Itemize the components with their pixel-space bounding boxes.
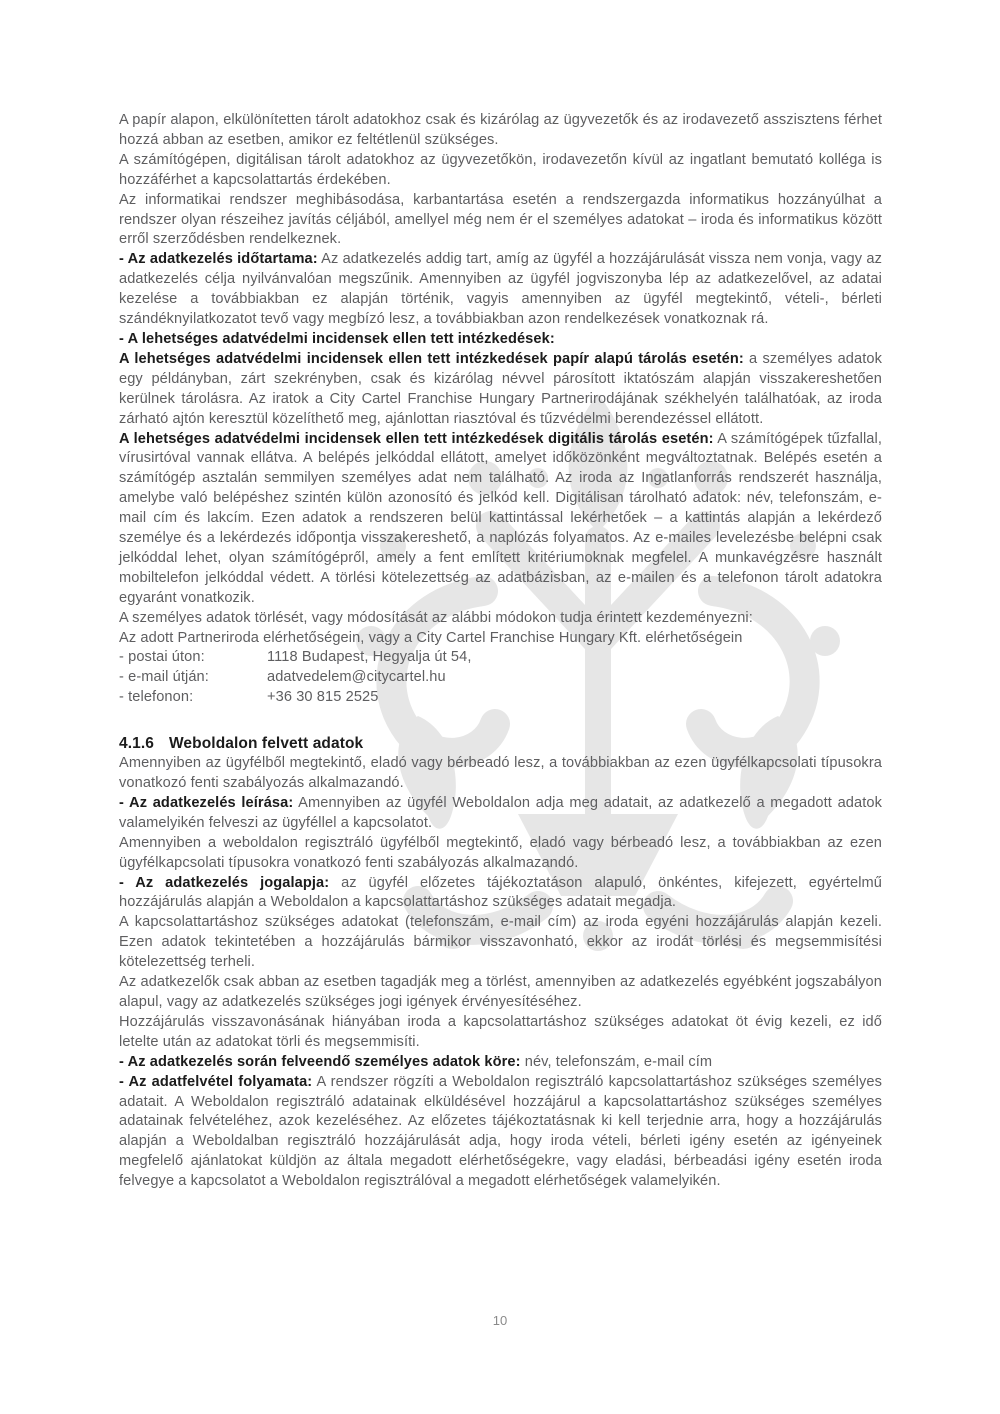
paragraph-website-registered [119, 834, 882, 874]
paragraph-text: Az informatikai rendszer meghibásodása, karbantartása esetén a rendszergazda informatikus hozzányúlhat a rendszer olyan részeihez javítás céljából, amellyel még nem ér el személyes adatokat – iroda és informatikus között erről szerződésben rendelkeznek. [119, 191, 882, 248]
paragraph-lead: - A lehetséges adatvédelmi incidensek ellen tett intézkedések: [119, 330, 555, 347]
paragraph-it-maintenance [119, 191, 882, 251]
paragraph-text: A számítógépek tűzfallal, vírusirtóval vannak ellátva. A belépés jelkóddal ellátott, amelyet időközönként megváltoztatnak. Belépés esetén a számítógép asztalán semmilyen személyes adat nem található. Az iroda az Ingatlanforrás rendszerét használja, amelybe való belépéshez szintén külön azonosító és jelkód kell. Digitálisan tárolható adatok: név, telefonszám, e-mail cím és lakcím. Ezen adatok a rendszeren belül kattintással lekérhetőek – a kattintás alapján a lekérdező személye és a lekérdezés időpontja visszakereshető, a naplózás folyamatos. Az e-mailes levelezésbe belépni csak jelkóddal lehet, olyan számítógépről, amely a fent említett kritériumoknak megfelel. A munkavégzésre használt mobiltelefon jelkóddal védett. A törlési kötelezettség az adatbázisban, az e-mailen és a telefonon tárolt adatokra egyaránt vonatkozik. [119, 430, 883, 606]
paragraph-text: Az adatkezelők csak abban az esetben tagadják meg a törlést, amennyiben az adatkezelés egyébként jogszabályon alapul, vagy az adatkezelés szükséges jogi igények érvényesítéséhez. [119, 974, 882, 1010]
paragraph-five-year-retention [119, 1013, 882, 1053]
paragraph-website-intro [119, 754, 882, 794]
document-content [119, 111, 882, 1192]
paragraph-text: név, telefonszám, e-mail cím [520, 1053, 713, 1070]
contact-row-phone [119, 688, 882, 708]
paragraph-paper-access [119, 111, 882, 151]
paragraph-data-retention [119, 250, 882, 330]
paragraph-lead: - Az adatfelvétel folyamata: [119, 1073, 313, 1090]
paragraph-text: A személyes adatok törlését, vagy módosítását az alábbi módokon tudja érintett kezdeményezni: [119, 609, 753, 626]
page-number: 10 [492, 1313, 508, 1328]
contact-label: - postai úton: [119, 649, 205, 666]
contact-label: - e-mail útján: [119, 669, 209, 686]
paragraph-incident-paper [119, 350, 882, 430]
paragraph-incident-digital [119, 430, 882, 609]
paragraph-contact-data-handling [119, 913, 882, 973]
paragraph-data-collection-process [119, 1073, 882, 1192]
paragraph-text: A számítógépen, digitálisan tárolt adatokhoz az ügyvezetőkön, irodavezetőn kívül az ingatlant bemutató kolléga is hozzáférhet a kapcsolattartás érdekében. [119, 151, 882, 188]
paragraph-text: A papír alapon, elkülönítetten tárolt adatokhoz csak és kizárólag az ügyvezetők és az irodavezető asszisztens férhet hozzá abban az esetben, amikor ez feltétlenül szükséges. [119, 112, 882, 148]
section-heading-4-1-6 [119, 734, 882, 754]
paragraph-lead: - Az adatkezelés időtartama: [119, 251, 318, 268]
paragraph-text: Amennyiben az ügyfélből megtekintő, eladó vagy bérbeadó lesz, a továbbiakban az ezen ügyfélkapcsolati típusokra vonatkozó fenti szabályozás alkalmazandó. [119, 755, 882, 791]
contact-row-email [119, 668, 882, 688]
paragraph-text: Amennyiben a weboldalon regisztráló ügyfélből megtekintő, eladó vagy bérbeadó lesz, a továbbiakban az ezen ügyfélkapcsolati típusokra vonatkozó fenti szabályozás alkalmazandó. [119, 834, 882, 871]
contact-label: - telefonon: [119, 689, 194, 706]
paragraph-lead: - Az adatkezelés során felveendő személyes adatok köre: [119, 1053, 521, 1070]
paragraph-lead: A lehetséges adatvédelmi incidensek ellen tett intézkedések digitális tárolás esetén: [119, 430, 714, 447]
paragraph-processing-description [119, 794, 882, 834]
paragraph-text: a személyes adatok egy példányban, zárt szekrényben, csak és kizárólag névvel párosított iktatószám alapján visszakereshetően kerülnek tárolásra. Az iratok a City Cartel Franchise Hungary Partnerirodájának székhelyén találhatóak, az iroda zárható ajtón keresztül közelíthető meg, ajánlottan riasztóval és tűzvédelmi berendezéssel ellátott. [119, 350, 882, 427]
paragraph-deletion-refusal [119, 973, 882, 1013]
section-title: Weboldalon felvett adatok [168, 735, 364, 753]
paragraph-lead: - Az adatkezelés leírása: [119, 794, 294, 811]
paragraph-lead: - Az adatkezelés jogalapja: [119, 874, 330, 891]
contact-email-address: adatvedelem@citycartel.hu [267, 669, 446, 686]
paragraph-text: Amennyiben az ügyfél Weboldalon adja meg adatait, az adatkezelő a megadott adatok valamelyikén felveszi az ügyféllel a kapcsolatot. [119, 794, 883, 831]
paragraph-incident-measures-title [119, 330, 882, 350]
paragraph-computer-access [119, 151, 882, 191]
paragraph-text: A kapcsolattartáshoz szükséges adatokat (telefonszám, e-mail cím) az iroda egyéni hozzájárulás alapján kezeli. Ezen adatok tekintetében a hozzájárulás bármikor visszavonható, ekkor az irodát törlési és megsemmisítési kötelezettség terheli. [119, 914, 882, 971]
paragraph-legal-basis [119, 874, 882, 914]
paragraph-text: Hozzájárulás visszavonásának hiányában iroda a kapcsolattartáshoz szükséges adatokat öt évig kezeli, ez idő letelte után az adatokat törli és megsemmisíti. [119, 1013, 882, 1050]
contact-phone-number: +36 30 815 2525 [267, 689, 379, 706]
paragraph-deletion-intro [119, 609, 882, 629]
paragraph-lead: A lehetséges adatvédelmi incidensek ellen tett intézkedések papír alapú tárolás esetén: [119, 350, 744, 367]
section-number: 4.1.6 [119, 735, 154, 753]
paragraph-text: Az adott Partneriroda elérhetőségein, vagy a City Cartel Franchise Hungary Kft. elérhetőségein [119, 629, 743, 646]
paragraph-personal-data-scope [119, 1053, 882, 1073]
contact-postal-address: 1118 Budapest, Hegyalja út 54, [267, 649, 472, 666]
paragraph-text: az ügyfél előzetes tájékoztatáson alapuló, önkéntes, kifejezett, egyértelmű hozzájárulás alapján a Weboldalon a kapcsolattartáshoz szükséges adatait megadja. [119, 874, 883, 911]
contact-row-postal [119, 648, 882, 668]
paragraph-contact-intro [119, 629, 882, 649]
paragraph-text: A rendszer rögzíti a Weboldalon regisztráló kapcsolattartáshoz szükséges személyes adatait. A Weboldalon regisztráló adatainak elküldésével hozzájárul a kapcsolattartáshoz szükséges személyes adatainak felvételéhez, azok kezeléséhez. Az előzetes tájékoztatásnak ki kell terjednie arra, hogy a hozzájárulás alapján a Weboldalban regisztráló hozzájárulását adja, hogy iroda vételi, bérleti igény esetén az igényeinek megfelelő ajánlatokat küldjön az általa megadott elérhetőségekre, vagy eladási, bérbeadási igény esetén iroda felvegye a kapcsolatot a Weboldalon regisztrálóval a megadott elérhetőségek valamelyikén. [119, 1073, 882, 1190]
paragraph-text: Az adatkezelés addig tart, amíg az ügyfél a hozzájárulását vissza nem vonja, vagy az adatkezelés célja nyilvánvalóan megszűnik. Amennyiben az ügyfél jogviszonyba lép az adatkezelővel, az adatai kezelése a továbbiakban ez alapján történik, vagyis amennyiben az ügyfél megtekintő, vételi-, bérleti szándéknyilatkozatot tevő vagy megbízó lesz, a továbbiakban azon rendelkezések vonatkoznak rá. [119, 251, 882, 328]
